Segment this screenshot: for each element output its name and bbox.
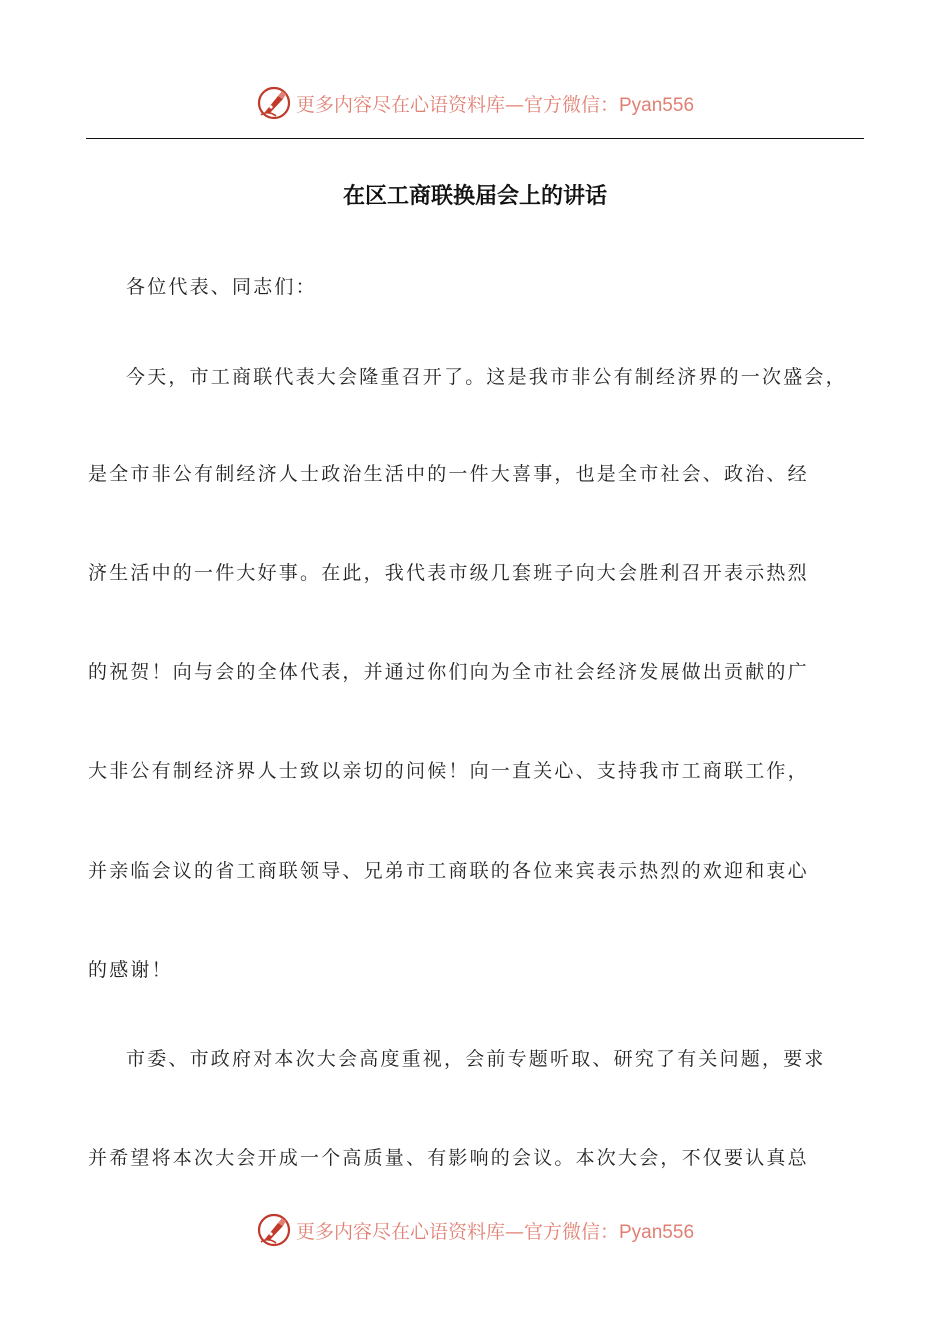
paragraph-line: 是全市非公有制经济人士政治生活中的一件大喜事，也是全市社会、政治、经 — [88, 463, 809, 485]
pen-nib-logo-icon — [256, 85, 292, 121]
header-banner-label: 更多内容尽在心语资料库—官方微信： — [295, 93, 619, 116]
pen-nib-logo-icon — [256, 1212, 292, 1248]
footer-banner-text — [296, 1217, 694, 1244]
paragraph-line: 并亲临会议的省工商联领导、兄弟市工商联的各位来宾表示热烈的欢迎和衷心 — [88, 860, 809, 882]
paragraph-line: 大非公有制经济界人士致以亲切的问候！向一直关心、支持我市工商联工作， — [88, 760, 809, 782]
header-banner — [0, 83, 950, 123]
paragraph-line: 济生活中的一件大好事。在此，我代表市级几套班子向大会胜利召开表示热烈 — [88, 562, 809, 584]
header-wechat-id: Pyan556 — [619, 94, 695, 116]
paragraph-line: 市委、市政府对本次大会高度重视，会前专题听取、研究了有关问题，要求 — [126, 1048, 826, 1070]
header-divider — [86, 138, 864, 139]
footer-banner — [0, 1210, 950, 1250]
salutation-line: 各位代表、同志们： — [126, 276, 317, 298]
header-banner-text — [296, 90, 694, 117]
paragraph-line: 的感谢！ — [88, 959, 173, 981]
paragraph-line: 今天，市工商联代表大会隆重召开了。这是我市非公有制经济界的一次盛会， — [126, 366, 847, 388]
footer-banner-label: 更多内容尽在心语资料库—官方微信： — [295, 1220, 619, 1243]
paragraph-line: 并希望将本次大会开成一个高质量、有影响的会议。本次大会，不仅要认真总 — [88, 1147, 809, 1169]
paragraph-line: 的祝贺！向与会的全体代表，并通过你们向为全市社会经济发展做出贡献的广 — [88, 661, 809, 683]
footer-wechat-id: Pyan556 — [619, 1221, 695, 1243]
document-title: 在区工商联换届会上的讲话 — [342, 183, 607, 209]
